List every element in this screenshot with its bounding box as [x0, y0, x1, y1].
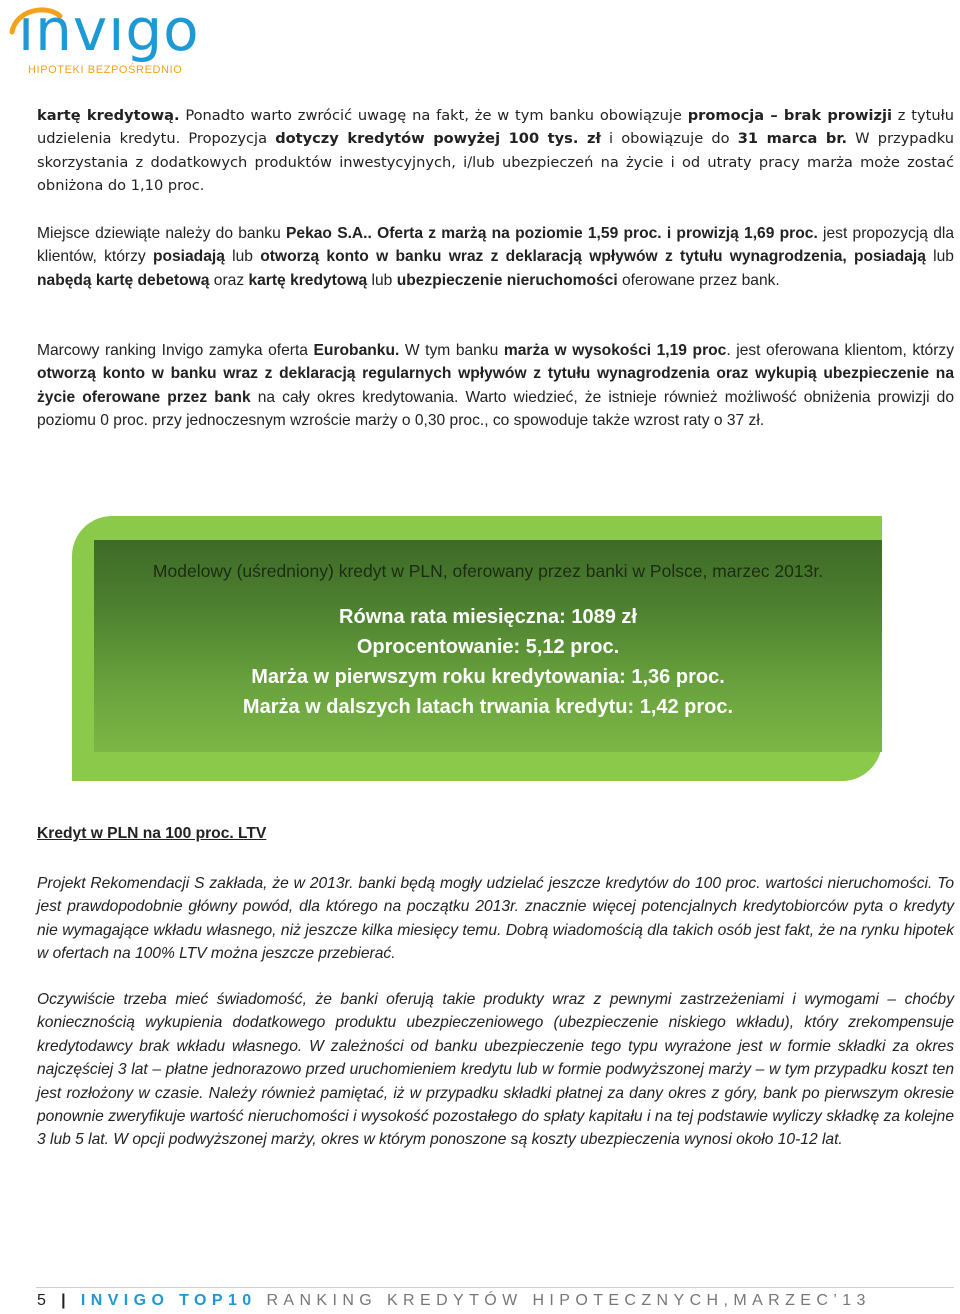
text-bold: ubezpieczenie nieruchomości: [396, 271, 618, 289]
footer-title: RANKING KREDYTÓW HIPOTECZNYCH,MARZEC’13: [266, 1292, 871, 1309]
text-bold: Pekao S.A.. Oferta z marżą na poziomie 1,59 proc. i prowizją 1,69 proc.: [286, 225, 818, 242]
text-bold: nabędą kartę debetową: [37, 271, 210, 289]
section-heading: Kredyt w PLN na 100 proc. LTV: [37, 825, 267, 842]
paragraph-ltv-intro: Projekt Rekomendacji S zakłada, że w 2013r. banki będą mogły udzielać jeszcze kredytów do 100 proc. wartości nieruchomości. To jest prawdopodobnie główny powód, dla którego na początku 2013r. znacznie więcej potencjalnych kredytobiorców pyta o kredyty nie wymagające wkładu własnego, niż jeszcze kilka miesięcy temu. Dobrą wiadomością dla takich osób jest fakt, że na rynku hipotek w ofertach na 100% LTV można jeszcze przebierać.: [37, 875, 954, 963]
text-bold: kartę kredytową.: [37, 107, 180, 124]
text-bold: otworzą konto w banku wraz z deklaracją regularnych wpływów z tytułu wynagrodzenia oraz wykupią ubezpieczenie na życie oferowane przez bank: [37, 365, 954, 406]
text: lub: [367, 271, 397, 289]
text-bold: posiadają: [152, 248, 225, 266]
page-footer: [37, 1292, 871, 1310]
footer-brand: INVIGO TOP10: [80, 1292, 257, 1309]
text: oferowane przez bank.: [617, 271, 780, 289]
text-bold: Eurobanku.: [313, 342, 400, 359]
text-bold: otworzą konto w banku wraz z deklaracją wpływów z tytułu wynagrodzenia, posiadają: [260, 248, 926, 266]
text: na cały okres kredytowania. Warto wiedzieć, że istnieje również możliwość obniżenia prowizji do poziomu 0 proc. przy jednoczesnym wzroście marży o 0,30 proc., co spowoduje także wzrost raty o 37 zł.: [37, 388, 955, 430]
text: W tym banku: [399, 342, 504, 359]
paragraph-pekao: [37, 222, 954, 292]
text: lub: [925, 248, 954, 266]
text: oraz: [209, 271, 249, 289]
text: jest propozycją dla klientów, którzy: [37, 225, 954, 266]
text-bold: promocja – brak prowizji: [687, 107, 892, 124]
text: Marcowy ranking Invigo zamyka oferta: [37, 342, 314, 359]
model-loan-stats: [94, 602, 882, 722]
model-loan-box: [94, 556, 882, 722]
paragraph-ltv-insurance: Oczywiście trzeba mieć świadomość, że banki oferują takie produkty wraz z pewnymi zastrzeżeniami i wymogami – choćby koniecznością wykupienia dodatkowego produktu ubezpieczeniowego (ubezpieczenie niskiego wkładu), który zrekompensuje kredytodawcy brak wkładu własnego. W zależności od banku ubezpieczenie tego typu wyrażone jest w formie składki za okres najczęściej 3 lat – płatne jednorazowo przed uruchomieniem kredytu lub w formie podwyższonej marży – w tym przypadku koszt ten jest rozłożony w czasie. Należy również pamiętać, iż w przypadku składki płatnej za dany okres z góry, bank po pierwszym okresie ponownie zweryfikuje wartość nieruchomości i wysokość pozostałego do spłaty kapitału i na tej podstawie wyliczy składkę za kolejne 3 lub 5 lat. W opcji podwyższonej marży, okres w którym ponoszone są koszty ubezpieczenia wynosi około 10-12 lat.: [37, 991, 954, 1149]
stat-rata: Równa rata miesięczna: 1089 zł: [339, 606, 637, 628]
logo-wordmark: ınvıgo: [18, 0, 200, 64]
paragraph-eurobank: [37, 339, 954, 433]
stat-marza-later-years: Marża w dalszych latach trwania kredytu: 1,42 proc.: [242, 696, 734, 718]
text-bold: marża w wysokości 1,19 proc: [503, 342, 727, 359]
text: W przypadku skorzystania z dodatkowych produktów inwestycyjnych, i/lub ubezpieczeń na życie i od utraty pracy marża może zostać obniżona do 1,10 proc.: [37, 130, 954, 195]
text-bold: kartę kredytową: [248, 271, 368, 289]
stat-marza-first-year: Marża w pierwszym roku kredytowania: 1,36 proc.: [251, 666, 725, 688]
paragraph-promo: [37, 104, 954, 198]
text: Ponadto warto zwrócić uwagę na fakt, że w tym banku obowiązuje: [179, 107, 688, 124]
logo-tagline: HIPOTEKI BEZPOŚREDNIO: [28, 64, 183, 76]
stat-oprocentowanie: Oprocentowanie: 5,12 proc.: [356, 636, 620, 658]
footer-divider: [36, 1287, 954, 1288]
text: . jest oferowana klientom, którzy: [726, 342, 954, 359]
page-number: 5: [37, 1292, 52, 1309]
text-bold: 31 marca br.: [737, 130, 848, 148]
footer-separator: |: [61, 1292, 72, 1309]
invigo-logo: [6, 2, 276, 82]
model-loan-title: Modelowy (uśredniony) kredyt w PLN, oferowany przez banki w Polsce, marzec 2013r.: [152, 561, 824, 581]
text-bold: dotyczy kredytów powyżej 100 tys. zł: [275, 130, 601, 148]
text: Miejsce dziewiąte należy do banku: [37, 225, 286, 242]
text: lub: [224, 248, 261, 266]
text: z tytułu udzielenia kredytu. Propozycja: [37, 107, 955, 148]
text: i obowiązuje do: [600, 130, 738, 148]
